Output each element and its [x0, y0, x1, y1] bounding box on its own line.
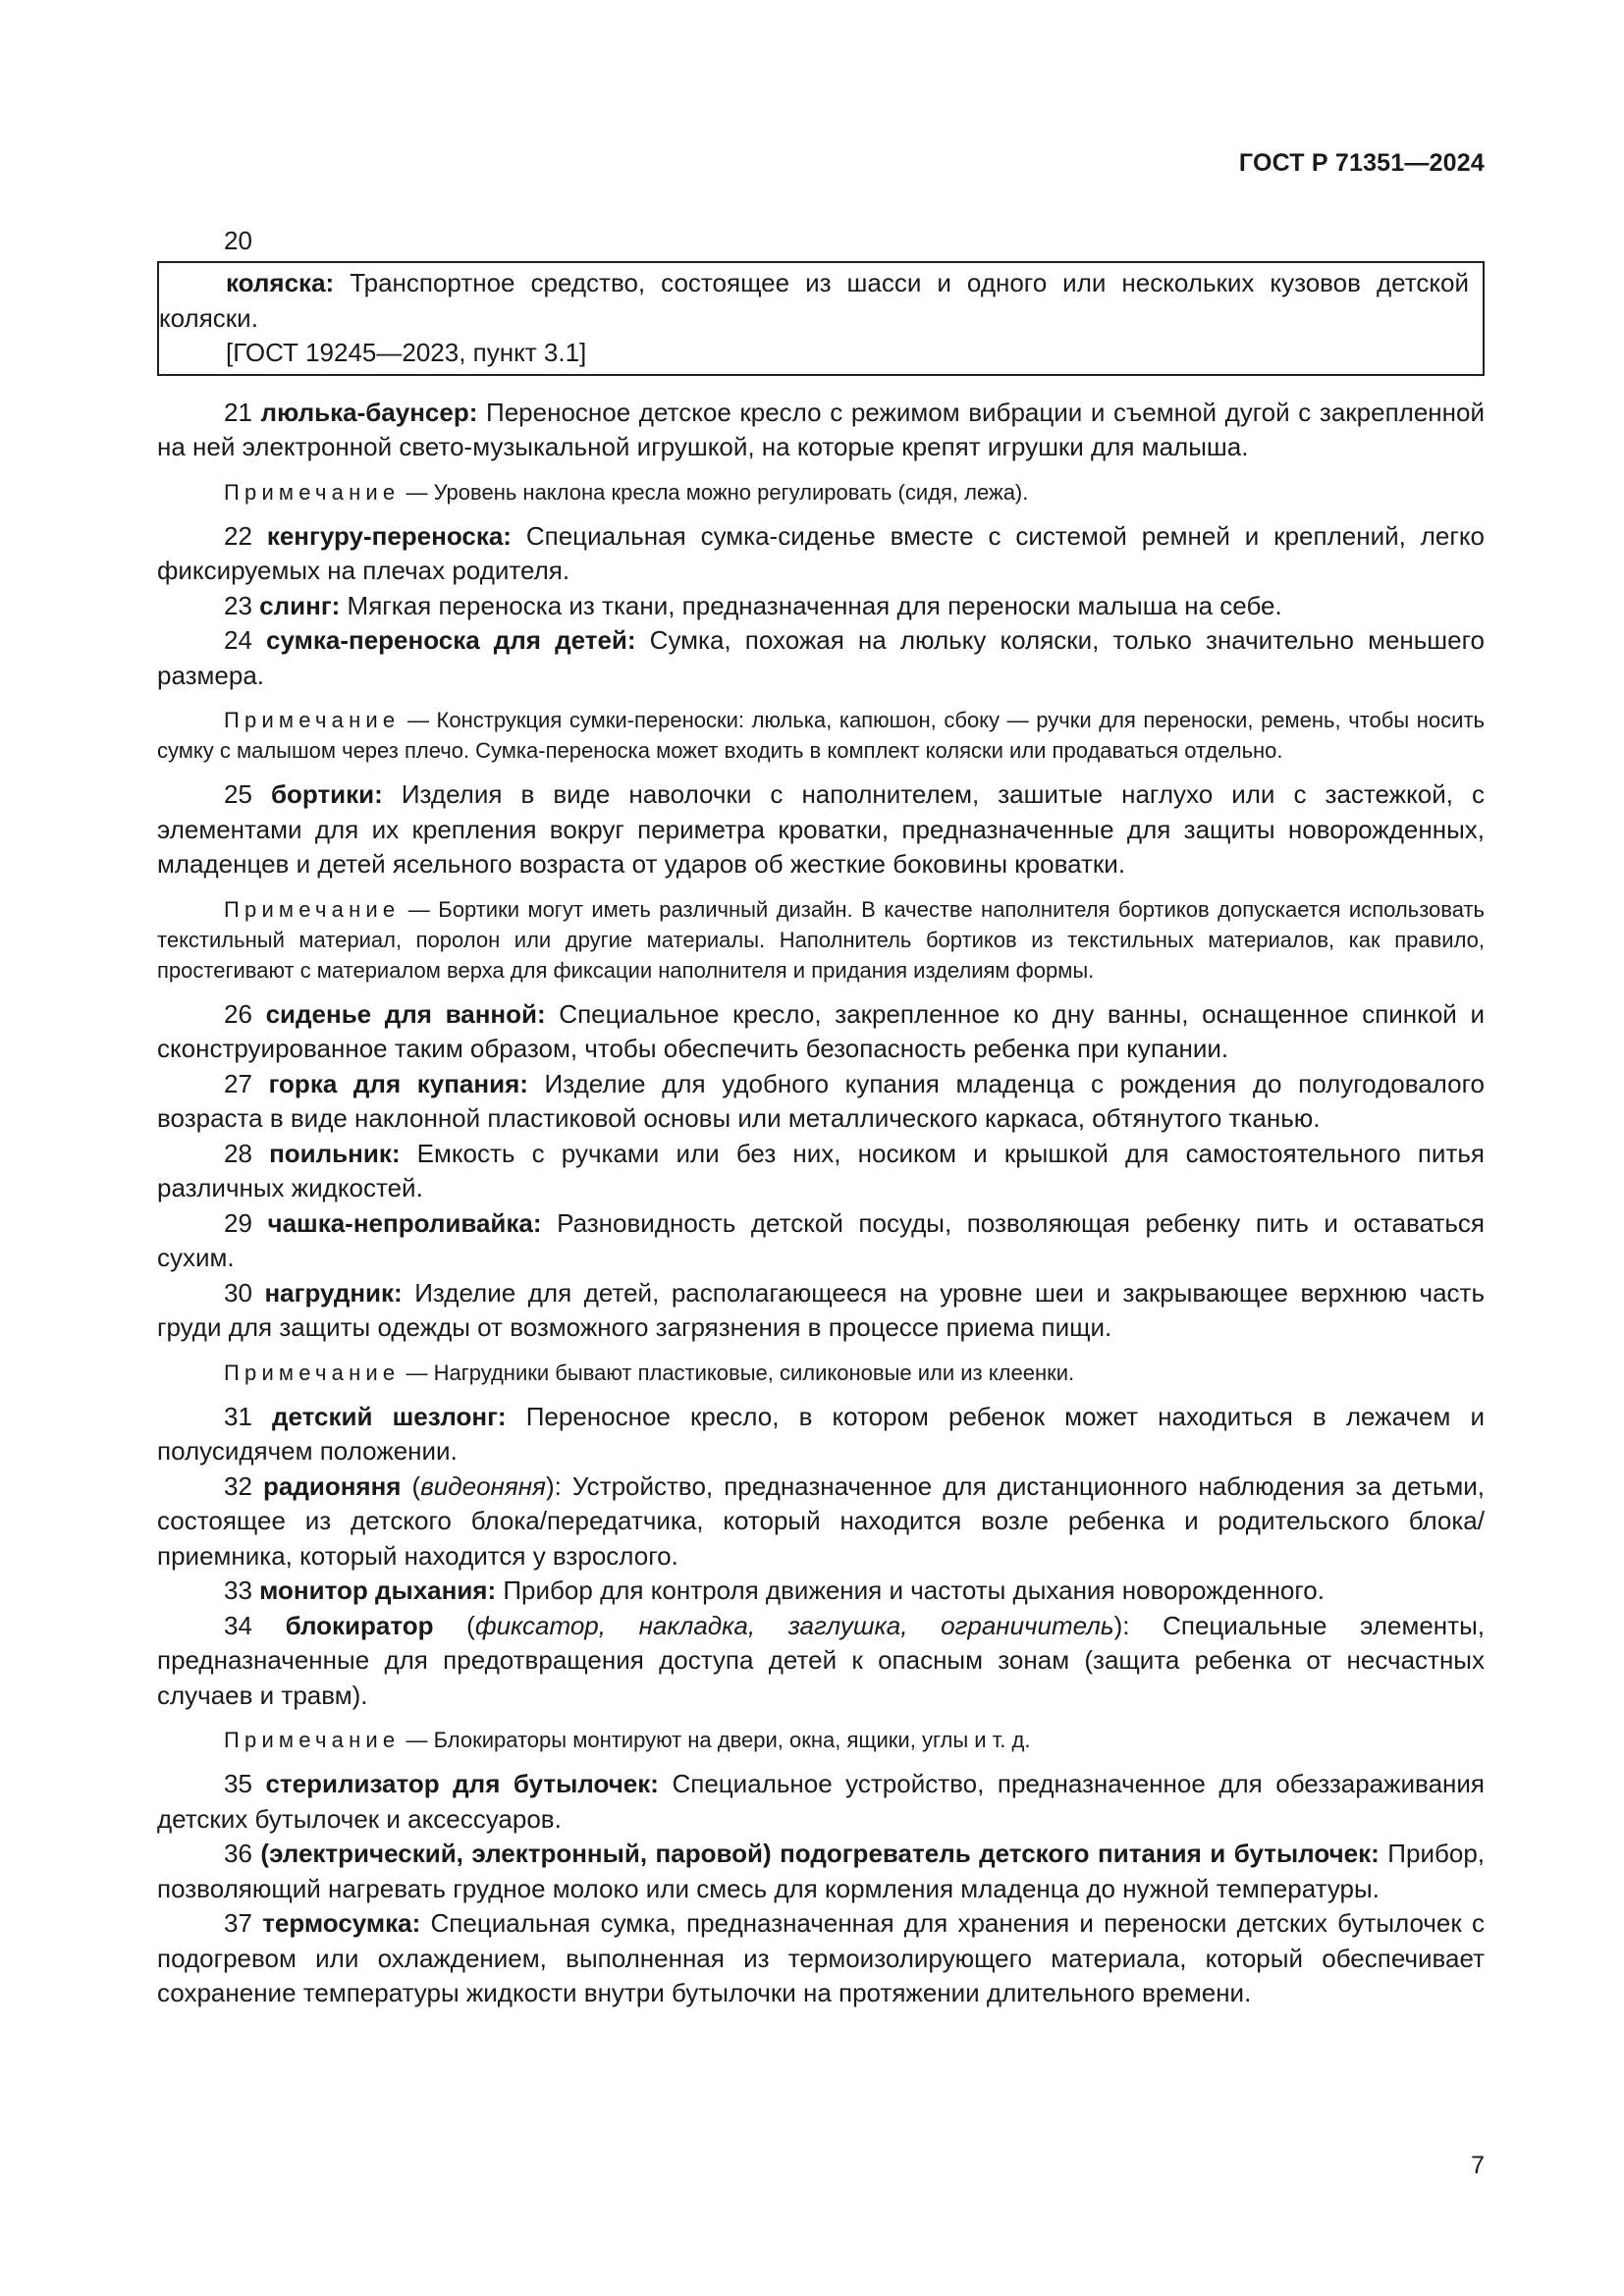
entry-34: 34 блокиратор (фиксатор, накладка, заглушка, ограничитель): Специальные элементы, предназначенные для предотвращения доступа детей к опасным зонам (защита ребенка от несчастных случаев и травм).: [157, 1610, 1485, 1710]
term-20-definition: коляска: Транспортное средство, состоящее из шасси и одного или нескольких кузовов детской коляски.: [159, 268, 1469, 333]
entry-29: 29 чашка-непроливайка: Разновидность детской посуды, позволяющая ребенку пить и оставаться сухим.: [157, 1207, 1485, 1272]
entry-36: 36 (электрический, электронный, паровой) подогреватель детского питания и бутылочек: Прибор, позволяющий нагревать грудное молоко или смесь для кормления младенца до нужной температуры.: [157, 1839, 1485, 1903]
page-number: 7: [1471, 2152, 1485, 2179]
quoted-term-box: [157, 261, 1485, 376]
note-21: Примечание — Уровень наклона кресла можно регулировать (сидя, лежа).: [224, 479, 1029, 505]
document-code-header: ГОСТ Р 71351—2024: [1238, 149, 1485, 177]
entry-24: 24 сумка-переноска для детей: Сумка, похожая на люльку коляски, только значительно меньшего размера.: [157, 625, 1485, 690]
note-30: Примечание — Нагрудники бывают пластиковые, силиконовые или из клеенки.: [224, 1360, 1075, 1385]
entry-30: 30 нагрудник: Изделие для детей, располагающееся на уровне шеи и закрывающее верхнюю часть груди для защиты одежды от возможного загрязнения в процессе приема пищи.: [157, 1277, 1485, 1342]
entry-25: 25 бортики: Изделия в виде наволочки с наполнителем, зашитые наглухо или с застежкой, с элементами для их крепления вокруг периметра кроватки, предназначенные для защиты новорожденных, младенцев и детей ясельного возраста от ударов об жесткие боковины кроватки.: [157, 779, 1485, 879]
note-25: Примечание — Бортики могут иметь различный дизайн. В качестве наполнителя бортиков допускается использовать текстильный материал, поролон или другие материалы. Наполнитель бортиков из текстильных материалов, как правило, простегивают с материалом верха для фиксации наполнителя и придания изделиям формы.: [157, 896, 1485, 983]
note-24: Примечание — Конструкция сумки-переноски: люлька, капюшон, сбоку — ручки для переноски, ремень, чтобы носить сумку с малышом через плечо. Сумка-переноска может входить в комплект коляски или продаваться отдельно.: [157, 708, 1485, 763]
entry-23: 23 слинг: Мягкая переноска из ткани, предназначенная для переноски малыша на себе.: [224, 590, 1282, 620]
page-content: [157, 224, 1485, 2011]
term-20-source: [ГОСТ 19245—2023, пункт 3.1]: [226, 338, 587, 367]
entry-33: 33 монитор дыхания: Прибор для контроля движения и частоты дыхания новорожденного.: [224, 1575, 1325, 1605]
note-34: Примечание — Блокираторы монтируют на двери, окна, ящики, углы и т. д.: [224, 1728, 1031, 1752]
entry-28: 28 поильник: Емкость с ручками или без них, носиком и крышкой для самостоятельного питья различных жидкостей.: [157, 1138, 1485, 1202]
term-20-name: коляска:: [226, 268, 335, 297]
entry-27: 27 горка для купания: Изделие для удобного купания младенца с рождения до полугодовалого возраста в виде наклонной пластиковой основы или металлического каркаса, обтянутого тканью.: [157, 1068, 1485, 1133]
term-number-20: 20: [224, 226, 252, 255]
entry-32: 32 радионяня (видеоняня): Устройство, предназначенное для дистанционного наблюдения за детьми, состоящее из детского блока/передатчика, который находится возле ребенка и родительского блока/приемника, который находится у взрослого.: [157, 1470, 1485, 1571]
entry-37: 37 термосумка: Специальная сумка, предназначенная для хранения и переноски детских бутылочек с подогревом или охлаждением, выполненная из термоизолирующего материала, который обеспечивает сохранение температуры жидкости внутри бутылочки на протяжении длительного времени.: [157, 1908, 1485, 2007]
entry-35: 35 стерилизатор для бутылочек: Специальное устройство, предназначенное для обеззараживания детских бутылочек и аксессуаров.: [157, 1769, 1485, 1834]
entry-31: 31 детский шезлонг: Переносное кресло, в котором ребенок может находиться в лежачем и полусидячем положении.: [157, 1401, 1485, 1466]
entry-26: 26 сиденье для ванной: Специальное кресло, закрепленное ко дну ванны, оснащенное спинкой и сконструированное таким образом, чтобы обеспечить безопасность ребенка при купании.: [157, 998, 1485, 1063]
entry-21: 21 люлька-баунсер: Переносное детское кресло с режимом вибрации и съемной дугой с закрепленной на ней электронной свето-музыкальной игрушкой, на которые крепят игрушки для малыша.: [157, 397, 1485, 461]
entry-22: 22 кенгуру-переноска: Специальная сумка-сиденье вместе с системой ремней и креплений, легко фиксируемых на плечах родителя.: [157, 520, 1485, 585]
